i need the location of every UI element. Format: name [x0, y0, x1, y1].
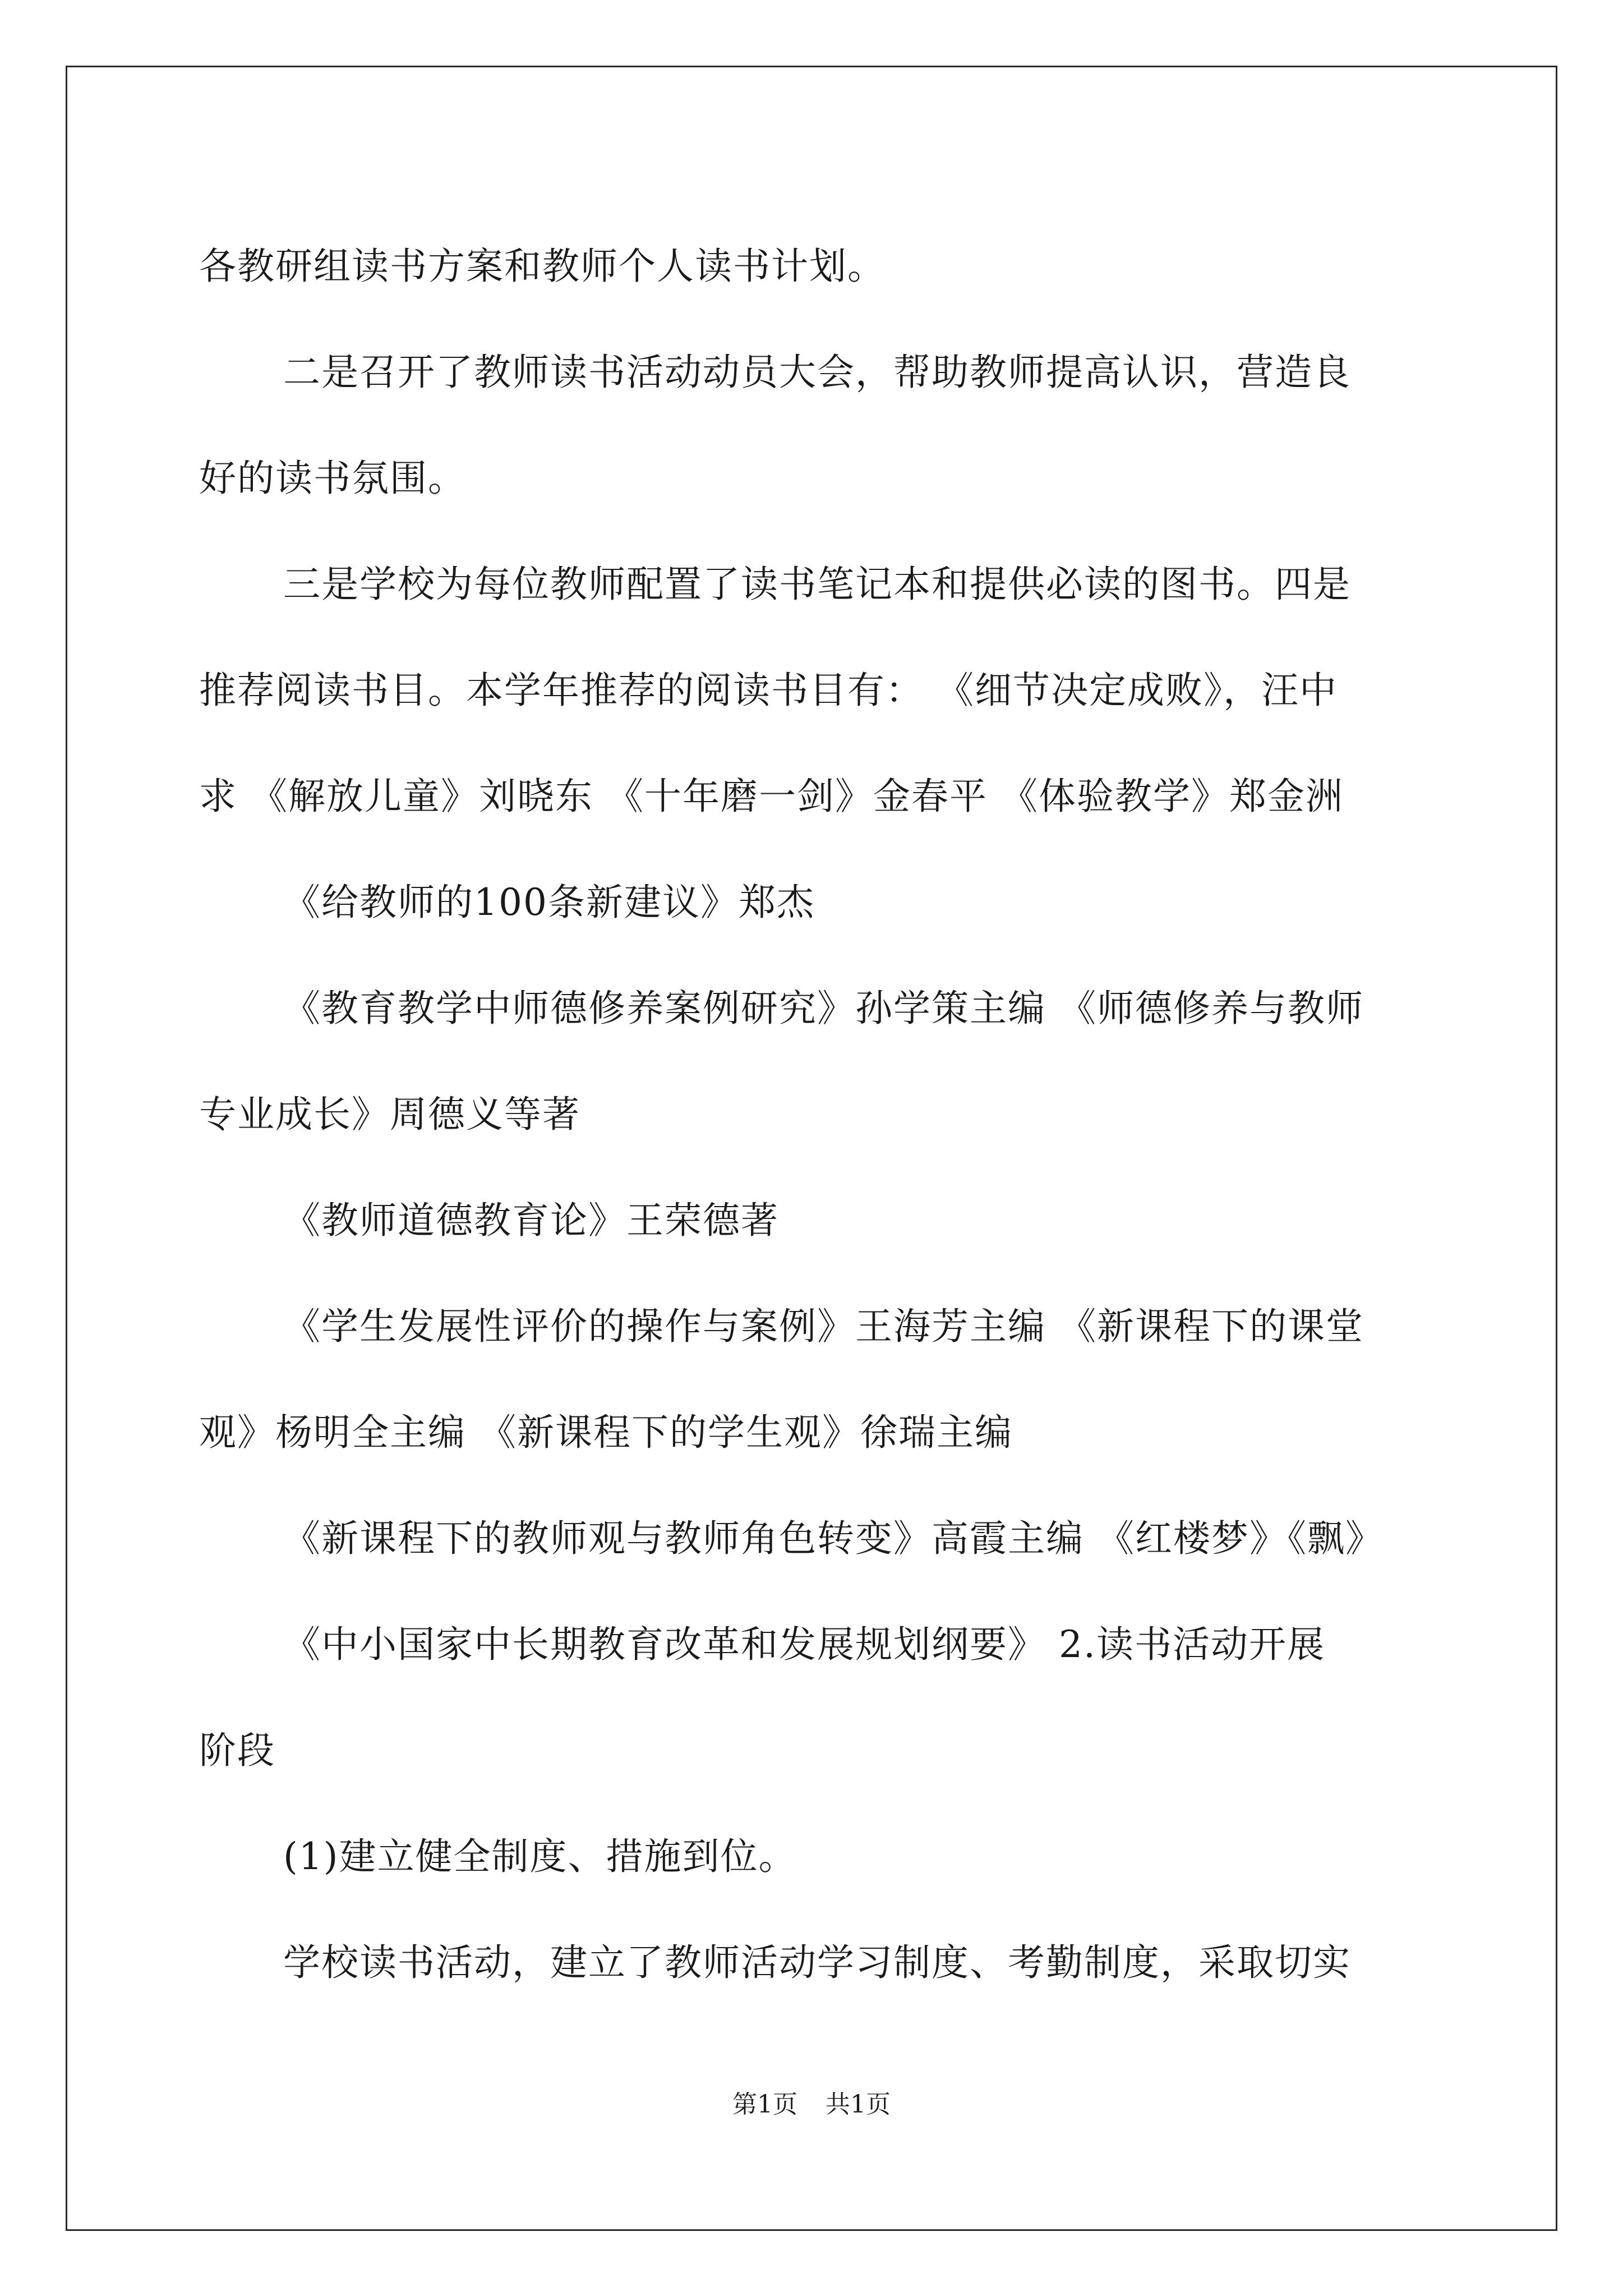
page-total: 共1页 [826, 2090, 891, 2119]
text-line: 学校读书活动，建立了教师活动学习制度、考勤制度，采取切实 [283, 1941, 1351, 1984]
text-line: 阶段 [199, 1729, 275, 1772]
text-line: 《教育教学中师德修养案例研究》孙学策主编 《师德修养与教师 [283, 987, 1364, 1030]
text-line: 各教研组读书方案和教师个人读书计划。 [199, 245, 886, 288]
text-line: 观》杨明全主编 《新课程下的学生观》徐瑞主编 [199, 1411, 1013, 1454]
text-line: 《中小国家中长期教育改革和发展规划纲要》 2.读书活动开展 [283, 1623, 1325, 1666]
text-line: 三是学校为每位教师配置了读书笔记本和提供必读的图书。四是 [283, 563, 1351, 606]
text-line: 二是召开了教师读书活动动员大会，帮助教师提高认识，营造良 [283, 351, 1351, 394]
text-line: 《学生发展性评价的操作与案例》王海芳主编 《新课程下的课堂 [283, 1305, 1364, 1348]
text-line: 专业成长》周德义等著 [199, 1093, 580, 1136]
page-number: 第1页 [732, 2090, 797, 2119]
text-line: 好的读书氛围。 [199, 457, 466, 500]
text-line: 推荐阅读书目。本学年推荐的阅读书目有： 《细节决定成败》，汪中 [199, 669, 1338, 712]
text-line: 《教师道德教育论》王荣德著 [283, 1199, 779, 1242]
document-body [199, 213, 1438, 2016]
text-line: 《给教师的100条新建议》郑杰 [283, 881, 815, 924]
text-line: (1)建立健全制度、措施到位。 [283, 1835, 797, 1878]
text-line: 《新课程下的教师观与教师角色转变》高霞主编 《红楼梦》《飘》 [283, 1517, 1384, 1560]
page-footer [0, 2088, 1623, 2122]
text-line: 求 《解放儿童》刘晓东 《十年磨一剑》金春平 《体验教学》郑金洲 [199, 775, 1344, 818]
